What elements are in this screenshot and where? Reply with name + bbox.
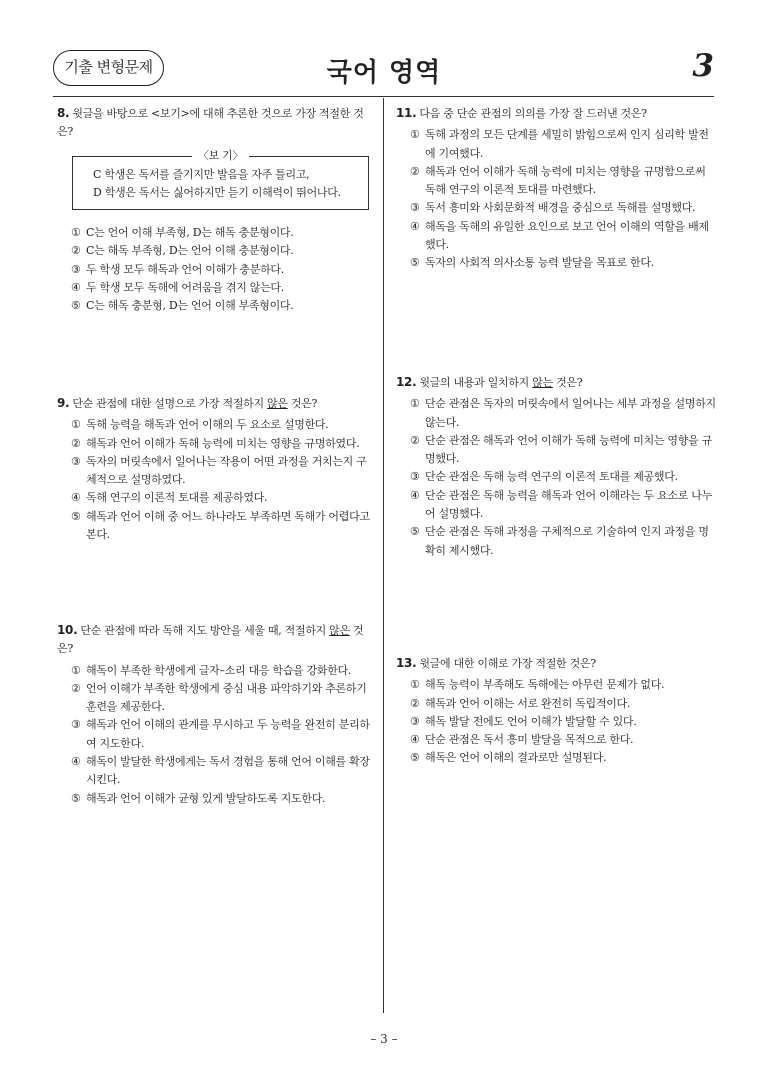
question-number: 9. bbox=[57, 396, 70, 410]
option-text: 해독과 언어 이해가 균형 있게 발달하도록 지도한다. bbox=[86, 791, 326, 805]
option-1[interactable] bbox=[396, 126, 716, 163]
option-text: 언어 이해가 부족한 학생에게 중심 내용 파악하기와 추론하기 훈련을 제공한다. bbox=[86, 681, 367, 714]
option-4[interactable] bbox=[396, 731, 716, 749]
option-text: 해독을 독해의 유일한 요인으로 보고 언어 이해의 역할을 배제했다. bbox=[425, 219, 709, 252]
option-marker: ④ bbox=[71, 491, 81, 505]
option-marker: ② bbox=[410, 696, 420, 710]
option-5[interactable] bbox=[396, 523, 716, 560]
option-5[interactable] bbox=[57, 508, 375, 545]
question-number: 10. bbox=[57, 623, 78, 637]
option-text: 단순 관점은 해독과 언어 이해가 독해 능력에 미치는 영향을 규명했다. bbox=[425, 433, 712, 466]
option-marker: ⑤ bbox=[71, 299, 81, 313]
option-marker: ⑤ bbox=[410, 525, 420, 539]
option-list bbox=[396, 126, 716, 272]
option-text: 해독과 언어 이해의 관계를 무시하고 두 능력을 완전히 분리하여 지도한다. bbox=[86, 718, 370, 750]
option-list bbox=[57, 224, 375, 315]
option-marker: ③ bbox=[71, 718, 81, 732]
question-9 bbox=[57, 394, 375, 544]
option-3[interactable] bbox=[396, 468, 716, 486]
page-title: 국어 영역 bbox=[326, 58, 442, 88]
option-list bbox=[396, 395, 716, 560]
option-text: 단순 관점은 독해 능력을 해독과 언어 이해라는 두 요소로 나누어 설명했다. bbox=[425, 488, 712, 521]
question-8 bbox=[57, 104, 375, 316]
option-marker: ⑤ bbox=[71, 509, 81, 523]
question-number: 11. bbox=[396, 106, 417, 120]
option-marker: ① bbox=[410, 678, 420, 692]
option-marker: ④ bbox=[410, 219, 420, 233]
option-text: 독자의 머릿속에서 일어나는 작용이 어떤 과정을 거치는지 구체적으로 설명하였다. bbox=[86, 454, 367, 487]
option-marker: ④ bbox=[410, 733, 420, 747]
question-text: 윗글의 내용과 일치하지 bbox=[419, 376, 533, 389]
question-10 bbox=[57, 621, 375, 808]
option-4[interactable] bbox=[57, 279, 375, 297]
question-number: 13. bbox=[396, 656, 417, 670]
page-footer: – 3 – bbox=[370, 1032, 398, 1046]
question-text: 단순 관점에 대한 설명으로 가장 적절하지 bbox=[72, 397, 268, 410]
option-text: 해독 능력이 부족해도 독해에는 아무런 문제가 없다. bbox=[425, 678, 665, 692]
option-3[interactable] bbox=[57, 453, 375, 490]
option-text: 해독 발달 전에도 언어 이해가 발달할 수 있다. bbox=[425, 714, 637, 728]
option-marker: ⑤ bbox=[71, 791, 81, 805]
option-list bbox=[57, 662, 375, 808]
option-text: 두 학생 모두 해독과 언어 이해가 충분하다. bbox=[86, 262, 284, 276]
option-marker: ⑤ bbox=[410, 256, 420, 270]
option-marker: ① bbox=[410, 128, 420, 142]
option-text: 해독이 부족한 학생에게 글자–소리 대응 학습을 강화한다. bbox=[86, 663, 352, 677]
option-marker: ③ bbox=[410, 201, 420, 215]
option-2[interactable] bbox=[57, 435, 375, 453]
option-2[interactable] bbox=[396, 163, 716, 200]
question-text: 단순 관점에 따라 독해 지도 방안을 세울 때, 적절하지 bbox=[80, 624, 330, 637]
option-text: 해독은 언어 이해의 결과로만 설명된다. bbox=[425, 751, 607, 765]
option-list bbox=[57, 416, 375, 544]
question-number: 12. bbox=[396, 375, 417, 389]
option-list bbox=[396, 676, 716, 767]
option-text: C는 해독 충분형, D는 언어 이해 부족형이다. bbox=[86, 299, 294, 313]
option-2[interactable] bbox=[396, 432, 716, 469]
header-rule bbox=[53, 96, 714, 97]
option-text: 단순 관점은 독해 능력 연구의 이론적 토대를 제공했다. bbox=[425, 470, 678, 484]
option-marker: ① bbox=[410, 397, 420, 411]
option-marker: ① bbox=[71, 663, 81, 677]
option-1[interactable] bbox=[57, 662, 375, 680]
option-1[interactable] bbox=[396, 676, 716, 694]
option-text: 단순 관점은 독해 과정을 구체적으로 기술하여 인지 과정을 명확히 제시했다. bbox=[425, 525, 709, 557]
option-5[interactable] bbox=[396, 749, 716, 767]
option-5[interactable] bbox=[57, 297, 375, 315]
option-2[interactable] bbox=[57, 242, 375, 260]
exam-type-badge: 기출 변형문제 bbox=[53, 50, 164, 86]
bogi-box bbox=[72, 148, 369, 211]
question-text: 윗글에 대한 이해로 가장 적절한 것은? bbox=[419, 657, 596, 670]
question-stem bbox=[57, 394, 375, 413]
bogi-line: D 학생은 독서는 싫어하지만 듣기 이해력이 뛰어나다. bbox=[93, 185, 341, 199]
option-3[interactable] bbox=[57, 716, 375, 753]
option-text: 두 학생 모두 독해에 어려움을 겪지 않는다. bbox=[86, 281, 284, 295]
option-marker: ④ bbox=[410, 488, 420, 502]
option-text: 단순 관점은 독서 흥미 발달을 목적으로 한다. bbox=[425, 733, 634, 747]
question-12 bbox=[396, 373, 716, 560]
option-marker: ② bbox=[71, 244, 81, 258]
option-4[interactable] bbox=[57, 753, 375, 790]
question-text: 윗글을 바탕으로 <보기>에 대해 추론한 것으로 가장 적절한 것은? bbox=[57, 107, 364, 139]
option-3[interactable] bbox=[57, 261, 375, 279]
option-5[interactable] bbox=[57, 790, 375, 808]
option-3[interactable] bbox=[396, 199, 716, 217]
question-13 bbox=[396, 654, 716, 768]
option-text: 독해 연구의 이론적 토대를 제공하였다. bbox=[86, 491, 268, 505]
option-4[interactable] bbox=[396, 487, 716, 524]
bogi-line: C 학생은 독서를 즐기지만 발음을 자주 틀리고, bbox=[93, 167, 310, 181]
bogi-label: 〈보 기〉 bbox=[192, 149, 249, 162]
option-1[interactable] bbox=[396, 395, 716, 432]
option-1[interactable] bbox=[57, 416, 375, 434]
question-11 bbox=[396, 104, 716, 273]
option-marker: ④ bbox=[71, 755, 81, 769]
question-text: 다음 중 단순 관점의 의의를 가장 잘 드러낸 것은? bbox=[419, 107, 647, 120]
underlined-word: 않는 bbox=[532, 376, 553, 389]
question-stem bbox=[396, 654, 716, 673]
option-text: 해독과 언어 이해가 독해 능력에 미치는 영향을 규명하였다. bbox=[86, 436, 360, 450]
option-3[interactable] bbox=[396, 713, 716, 731]
option-marker: ④ bbox=[71, 281, 81, 295]
question-number: 8. bbox=[57, 106, 70, 120]
option-2[interactable] bbox=[57, 680, 375, 717]
option-text: 단순 관점은 독자의 머릿속에서 일어나는 세부 과정을 설명하지 않는다. bbox=[425, 397, 716, 429]
option-marker: ② bbox=[71, 681, 81, 695]
option-marker: ② bbox=[71, 436, 81, 450]
option-1[interactable] bbox=[57, 224, 375, 242]
option-text: 해독과 언어 이해가 독해 능력에 미치는 영향을 규명함으로써 독해 연구의 이론적 토대를 마련했다. bbox=[425, 164, 706, 197]
column-divider bbox=[383, 98, 384, 1013]
option-marker: ⑤ bbox=[410, 751, 420, 765]
question-text-end: 것은? bbox=[552, 376, 583, 389]
option-4[interactable] bbox=[57, 489, 375, 507]
option-marker: ① bbox=[71, 418, 81, 432]
option-text: 독해 과정의 모든 단계를 세밀히 밝힘으로써 인지 심리학 발전에 기여했다. bbox=[425, 128, 709, 160]
option-marker: ② bbox=[410, 164, 420, 178]
underlined-word: 않은 bbox=[329, 624, 350, 637]
option-text: C는 언어 이해 부족형, D는 해독 충분형이다. bbox=[86, 226, 294, 240]
question-stem bbox=[57, 104, 375, 142]
option-text: 해독이 발달한 학생에게는 독서 경험을 통해 언어 이해를 확장시킨다. bbox=[86, 755, 370, 787]
page-number: 3 bbox=[692, 48, 714, 84]
question-text-end: 것은? bbox=[287, 397, 318, 410]
option-2[interactable] bbox=[396, 695, 716, 713]
option-4[interactable] bbox=[396, 218, 716, 255]
option-text: 해독과 언어 이해 중 어느 하나라도 부족하면 독해가 어렵다고 본다. bbox=[86, 509, 370, 542]
option-text: 독서 흥미와 사회문화적 배경을 중심으로 독해를 설명했다. bbox=[425, 201, 696, 215]
option-marker: ③ bbox=[71, 262, 81, 276]
option-marker: ① bbox=[71, 226, 81, 240]
underlined-word: 않은 bbox=[267, 397, 288, 410]
option-marker: ③ bbox=[410, 714, 420, 728]
question-text-end: 것은? bbox=[57, 624, 364, 656]
option-marker: ③ bbox=[410, 470, 420, 484]
option-text: 해독과 언어 이해는 서로 완전히 독립적이다. bbox=[425, 696, 631, 710]
option-marker: ② bbox=[410, 433, 420, 447]
option-marker: ③ bbox=[71, 454, 81, 468]
question-stem bbox=[57, 621, 375, 659]
option-text: C는 해독 부족형, D는 언어 이해 충분형이다. bbox=[86, 244, 294, 258]
option-text: 독해 능력을 해독과 언어 이해의 두 요소로 설명한다. bbox=[86, 418, 329, 432]
question-stem bbox=[396, 104, 716, 123]
option-text: 독자의 사회적 의사소통 능력 발달을 목표로 한다. bbox=[425, 256, 654, 270]
option-5[interactable] bbox=[396, 254, 716, 272]
question-stem bbox=[396, 373, 716, 392]
